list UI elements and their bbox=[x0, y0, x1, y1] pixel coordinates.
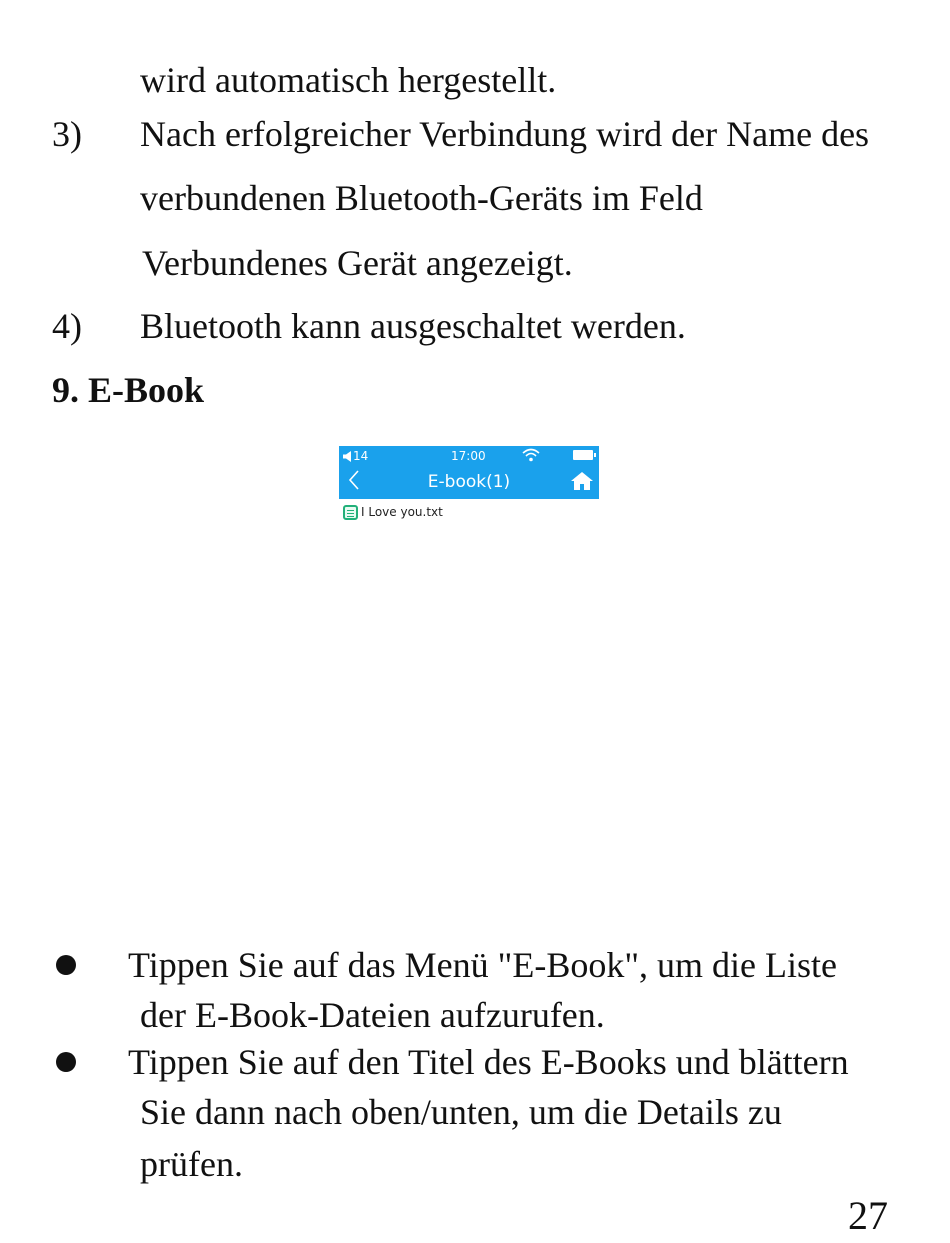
step-3-line-2: verbundenen Bluetooth-Geräts im Feld bbox=[140, 178, 703, 218]
bullet-1-line-2: der E-Book-Dateien aufzurufen. bbox=[140, 995, 605, 1035]
ebook-screen-screenshot bbox=[339, 446, 599, 528]
step-3-line-1: Nach erfolgreicher Verbindung wird der Name des bbox=[140, 114, 870, 154]
bullet-2-line-1: Tippen Sie auf den Titel des E-Books und blättern bbox=[128, 1042, 849, 1082]
home-icon[interactable] bbox=[571, 472, 593, 490]
page-number: 27 bbox=[848, 1193, 888, 1238]
screen-title: E-book(1) bbox=[427, 472, 511, 492]
bullet-dot bbox=[56, 955, 76, 975]
status-time: 17:00 bbox=[451, 449, 486, 463]
file-list-item[interactable] bbox=[343, 505, 443, 520]
bullet-dot bbox=[56, 1052, 76, 1072]
bullet-1-line-1: Tippen Sie auf das Menü "E-Book", um die Liste bbox=[128, 945, 837, 985]
speaker-icon bbox=[343, 451, 352, 462]
battery-icon bbox=[573, 450, 593, 460]
bullet-2-line-2: Sie dann nach oben/unten, um die Details zu bbox=[140, 1092, 782, 1132]
step-4-line-1: Bluetooth kann ausgeschaltet werden. bbox=[140, 306, 686, 346]
step-3-line-3: Verbundenes Gerät angezeigt. bbox=[142, 243, 573, 283]
step-4-number: 4) bbox=[52, 306, 82, 346]
device-header-bar bbox=[339, 446, 599, 499]
wifi-icon bbox=[522, 448, 540, 462]
volume-level: 14 bbox=[353, 449, 369, 463]
step-3-number: 3) bbox=[52, 114, 82, 154]
volume-indicator bbox=[343, 449, 368, 463]
section-heading: 9. E-Book bbox=[52, 370, 205, 410]
file-name: I Love you.txt bbox=[361, 505, 443, 519]
text-file-icon bbox=[343, 505, 358, 520]
continuation-line: wird automatisch hergestellt. bbox=[140, 60, 557, 100]
bullet-2-line-3: prüfen. bbox=[140, 1144, 243, 1184]
